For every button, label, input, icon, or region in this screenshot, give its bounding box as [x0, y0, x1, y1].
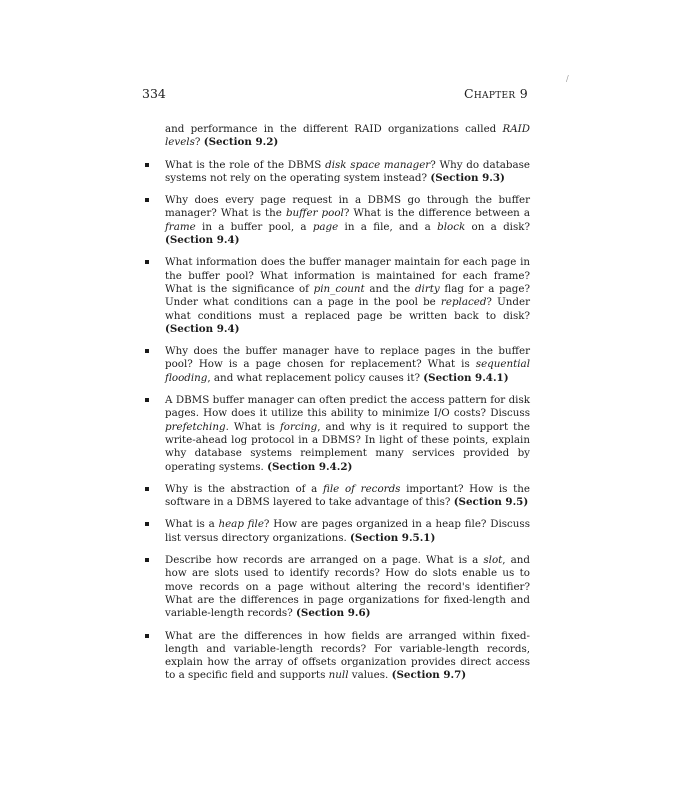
bullet-icon — [145, 260, 149, 264]
question-item: A DBMS buffer manager can often predict the access pattern for disk pages. How does it utilize this ability to minimize I/O costs? Discuss prefetching. What is forcing, and why is it required to support the write-ahead log protocol in a DBMS? In light of these points, explain why database systems reimplement many services provided by operating systems. (Section 9.4.2) — [143, 394, 530, 474]
page-header — [142, 86, 528, 102]
page-number: 334 — [142, 86, 166, 101]
bullet-icon — [145, 558, 149, 562]
question-item: What is the role of the DBMS disk space manager? Why do database systems not rely on the operating system instead? (Section 9.3) — [143, 159, 530, 186]
question-item: Why does the buffer manager have to replace pages in the buffer pool? How is a page chosen for replacement? What is sequential flooding, and what replacement policy causes it? (Section 9.4.1) — [143, 345, 530, 385]
question-item: Why is the abstraction of a file of records important? How is the software in a DBMS layered to take advantage of this? (Section 9.5) — [143, 483, 530, 510]
review-questions — [143, 123, 530, 683]
question-item: What are the differences in how fields are arranged within fixed-length and variable-length records? For variable-length records, explain how the array of offsets organization provides direct access to a specific field and supports null values. (Section 9.7) — [143, 630, 530, 683]
margin-mark: / — [566, 74, 569, 83]
bullet-icon — [145, 198, 149, 202]
question-item: Why does every page request in a DBMS go through the buffer manager? What is the buffer pool? What is the difference between a frame in a buffer pool, a page in a file, and a block on a disk? (Section 9.4) — [143, 194, 530, 247]
chapter-title: Chapter 9 — [464, 86, 528, 101]
bullet-icon — [145, 163, 149, 167]
bullet-icon — [145, 487, 149, 491]
question-item: What is a heap file? How are pages organized in a heap file? Discuss list versus directory organizations. (Section 9.5.1) — [143, 518, 530, 545]
question-item: What information does the buffer manager maintain for each page in the buffer pool? What information is maintained for each frame? What is the significance of pin_count and the dirty flag for a page? Under what conditions can a page in the pool be replaced? Under what conditions must a replaced page be written back to disk? (Section 9.4) — [143, 256, 530, 336]
continued-question: and performance in the different RAID organizations called RAID levels? (Section 9.2) — [165, 123, 530, 149]
bullet-icon — [145, 349, 149, 353]
question-item: Describe how records are arranged on a page. What is a slot, and how are slots used to identify records? How do slots enable us to move records on a page without altering the record's identifier? What are the differences in page organizations for fixed-length and variable-length records? (Section 9.6) — [143, 554, 530, 620]
bullet-icon — [145, 398, 149, 402]
bullet-icon — [145, 522, 149, 526]
bullet-icon — [145, 634, 149, 638]
